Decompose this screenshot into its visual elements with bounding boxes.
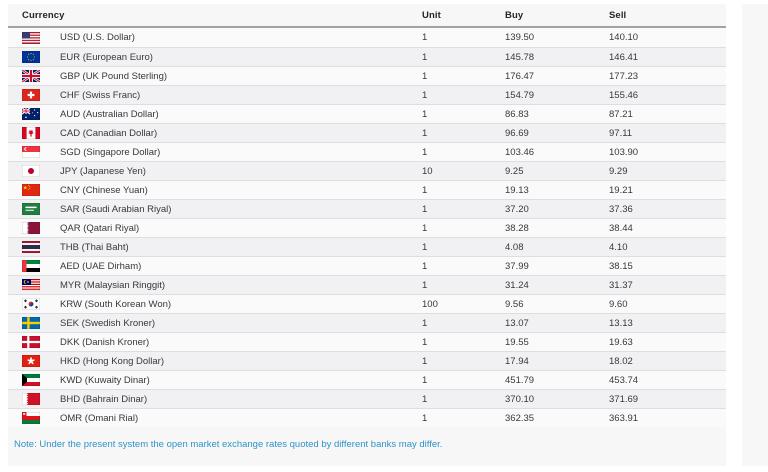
unit-value: 1 — [422, 412, 428, 424]
sell-value: 177.23 — [609, 70, 639, 82]
sek-flag-icon — [22, 317, 40, 329]
unit-value: 1 — [422, 32, 428, 43]
buy-value: 103.46 — [505, 146, 535, 158]
sell-value: 9.60 — [609, 298, 628, 310]
currency-label: GBP (UK Pound Sterling) — [60, 70, 168, 82]
table-row — [8, 123, 726, 142]
sell-value: 19.21 — [609, 184, 633, 196]
sell-value: 13.13 — [609, 317, 633, 329]
unit-value: 1 — [422, 393, 428, 405]
sell-value: 371.69 — [609, 393, 639, 405]
unit-value: 1 — [422, 51, 428, 63]
kwd-flag-icon — [22, 374, 40, 386]
table-row — [8, 370, 726, 389]
buy-value: 38.28 — [505, 222, 529, 234]
table-row — [8, 142, 726, 161]
currency-label: KWD (Kuwaity Dinar) — [60, 374, 150, 386]
currency-label: THB (Thai Baht) — [60, 241, 129, 253]
bhd-flag-icon — [22, 393, 40, 405]
column-header-buy: Buy — [505, 9, 524, 21]
currency-label: CNY (Chinese Yuan) — [60, 184, 148, 196]
unit-value: 1 — [422, 336, 428, 348]
currency-label: SAR (Saudi Arabian Riyal) — [60, 203, 172, 215]
buy-value: 9.25 — [505, 165, 524, 177]
table-row — [8, 313, 726, 332]
gbp-flag-icon — [22, 70, 40, 82]
cad-flag-icon — [22, 127, 40, 139]
unit-value: 1 — [422, 70, 428, 82]
sell-value: 31.37 — [609, 279, 633, 291]
sell-value: 453.74 — [609, 374, 639, 386]
currency-label: AUD (Australian Dollar) — [60, 108, 159, 120]
unit-value: 1 — [422, 203, 428, 215]
krw-flag-icon — [22, 298, 40, 310]
buy-value: 86.83 — [505, 108, 529, 120]
cny-flag-icon — [22, 184, 40, 196]
unit-value: 1 — [422, 146, 428, 158]
buy-value: 451.79 — [505, 374, 535, 386]
buy-value: 19.13 — [505, 184, 529, 196]
column-header-currency: Currency — [22, 9, 65, 21]
sell-value: 97.11 — [609, 127, 633, 139]
table-header-row — [8, 4, 726, 28]
unit-value: 1 — [422, 374, 428, 386]
column-header-unit: Unit — [422, 9, 441, 21]
currency-label: JPY (Japanese Yen) — [60, 165, 146, 177]
currency-label: QAR (Qatari Riyal) — [60, 222, 140, 234]
sell-value: 9.29 — [609, 165, 628, 177]
sgd-flag-icon — [22, 146, 40, 158]
currency-label: OMR (Omani Rial) — [60, 412, 139, 424]
table-row — [8, 218, 726, 237]
table-row — [8, 408, 726, 427]
currency-label: CAD (Canadian Dollar) — [60, 127, 158, 139]
thb-flag-icon — [22, 241, 40, 253]
sell-value: 103.90 — [609, 146, 639, 158]
qar-flag-icon — [22, 222, 40, 234]
unit-value: 100 — [422, 298, 438, 310]
table-row — [8, 389, 726, 408]
myr-flag-icon — [22, 279, 40, 291]
buy-value: 176.47 — [505, 70, 535, 82]
aud-flag-icon — [22, 108, 40, 120]
sell-value: 38.44 — [609, 222, 633, 234]
currency-label: HKD (Hong Kong Dollar) — [60, 355, 165, 367]
currency-label: SGD (Singapore Dollar) — [60, 146, 161, 158]
eur-flag-icon — [22, 51, 40, 63]
currency-label: USD (U.S. Dollar) — [60, 32, 135, 43]
table-row — [8, 199, 726, 218]
sell-value: 18.02 — [609, 355, 633, 367]
sell-value: 37.36 — [609, 203, 633, 215]
sell-value: 363.91 — [609, 412, 639, 424]
table-row — [8, 28, 726, 47]
unit-value: 1 — [422, 184, 428, 196]
buy-value: 17.94 — [505, 355, 529, 367]
buy-value: 13.07 — [505, 317, 529, 329]
exchange-rates-panel — [8, 4, 726, 466]
dkk-flag-icon — [22, 336, 40, 348]
unit-value: 10 — [422, 165, 433, 177]
table-row — [8, 161, 726, 180]
buy-value: 145.78 — [505, 51, 535, 63]
buy-value: 139.50 — [505, 32, 535, 43]
column-header-sell: Sell — [609, 9, 627, 21]
buy-value: 154.79 — [505, 89, 535, 101]
sell-value: 146.41 — [609, 51, 639, 63]
currency-label: SEK (Swedish Kroner) — [60, 317, 156, 329]
buy-value: 9.56 — [505, 298, 524, 310]
table-row — [8, 351, 726, 370]
currency-label: CHF (Swiss Franc) — [60, 89, 141, 101]
sar-flag-icon — [22, 203, 40, 215]
rates-table-body — [8, 28, 726, 427]
table-row — [8, 237, 726, 256]
table-row — [8, 332, 726, 351]
currency-label: AED (UAE Dirham) — [60, 260, 142, 272]
buy-value: 96.69 — [505, 127, 529, 139]
currency-label: BHD (Bahrain Dinar) — [60, 393, 148, 405]
buy-value: 370.10 — [505, 393, 535, 405]
sell-value: 4.10 — [609, 241, 628, 253]
currency-label: EUR (European Euro) — [60, 51, 153, 63]
sell-value: 38.15 — [609, 260, 633, 272]
unit-value: 1 — [422, 317, 428, 329]
sell-value: 140.10 — [609, 32, 639, 43]
buy-value: 362.35 — [505, 412, 535, 424]
unit-value: 1 — [422, 127, 428, 139]
hkd-flag-icon — [22, 355, 40, 367]
buy-value: 4.08 — [505, 241, 524, 253]
sell-value: 155.46 — [609, 89, 639, 101]
currency-label: DKK (Danish Kroner) — [60, 336, 150, 348]
buy-value: 37.99 — [505, 260, 529, 272]
jpy-flag-icon — [22, 165, 40, 177]
sell-value: 87.21 — [609, 108, 633, 120]
unit-value: 1 — [422, 222, 428, 234]
buy-value: 19.55 — [505, 336, 529, 348]
table-row — [8, 85, 726, 104]
unit-value: 1 — [422, 89, 428, 101]
unit-value: 1 — [422, 279, 428, 291]
unit-value: 1 — [422, 355, 428, 367]
table-row — [8, 294, 726, 313]
unit-value: 1 — [422, 108, 428, 120]
currency-label: KRW (South Korean Won) — [60, 298, 172, 310]
table-row — [8, 47, 726, 66]
table-row — [8, 104, 726, 123]
omr-flag-icon — [22, 412, 40, 424]
chf-flag-icon — [22, 89, 40, 101]
table-row — [8, 66, 726, 85]
unit-value: 1 — [422, 260, 428, 272]
currency-label: MYR (Malaysian Ringgit) — [60, 279, 166, 291]
buy-value: 31.24 — [505, 279, 529, 291]
aed-flag-icon — [22, 260, 40, 272]
usd-flag-icon — [22, 32, 40, 44]
sell-value: 19.63 — [609, 336, 633, 348]
side-panel-strip — [742, 4, 768, 466]
table-row — [8, 275, 726, 294]
unit-value: 1 — [422, 241, 428, 253]
table-row — [8, 256, 726, 275]
table-row — [8, 180, 726, 199]
buy-value: 37.20 — [505, 203, 529, 215]
note-text: Note: Under the present system the open market exchange rates quoted by different banks may differ. — [14, 439, 443, 450]
